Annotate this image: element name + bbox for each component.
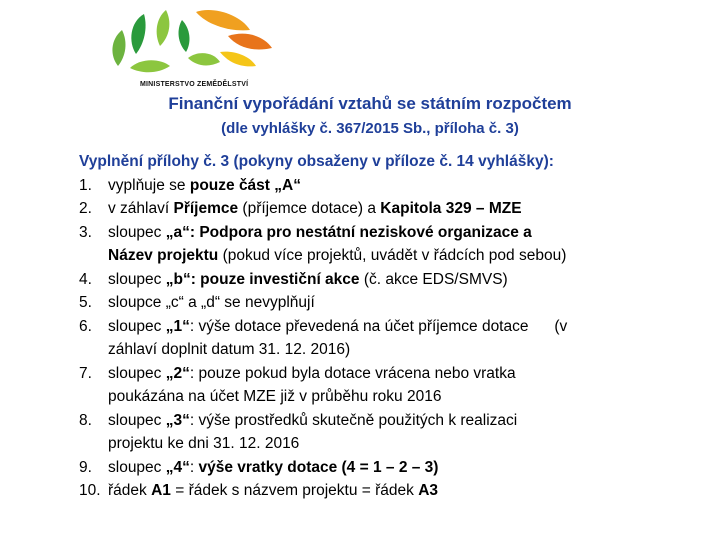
logo-text: MINISTERSTVO ZEMĚDĚLSTVÍ [140, 81, 249, 88]
item-text: záhlaví doplnit datum 31. 12. 2016) [108, 341, 351, 358]
item-number: 10. [79, 482, 101, 499]
item-text: projektu ke dni 31. 12. 2016 [108, 435, 300, 452]
item-bold: „a“: Podpora pro nestátní neziskové organizace a [165, 223, 532, 241]
item-bold: Název projektu [108, 247, 219, 264]
item-bold: „3“ [165, 411, 190, 429]
item-text: v záhlaví [108, 200, 174, 217]
item-number: 2. [79, 200, 92, 217]
item-number: 6. [79, 317, 92, 335]
item-bold: „2“ [165, 364, 190, 382]
item-text: = řádek s názvem projektu = řádek [170, 482, 419, 499]
list-item-continuation [79, 338, 709, 362]
list-item [79, 479, 709, 503]
list-item [79, 291, 709, 315]
item-bold: pouze část „A“ [189, 176, 301, 194]
item-number: 3. [79, 223, 92, 241]
item-bold: Kapitola 329 – MZE [380, 200, 522, 217]
list-item [79, 362, 709, 386]
item-bold: A3 [418, 482, 439, 499]
item-text: sloupce „c“ a „d“ se nevyplňují [108, 294, 315, 311]
item-text: : výše prostředků skutečně použitých k realizaci [189, 411, 518, 429]
leaf-logo-icon [100, 8, 280, 82]
item-text: řádek [108, 482, 152, 499]
item-text: vyplňuje se [108, 176, 190, 194]
page-title: Finanční vypořádání vztahů se státním rozpočtem [168, 94, 572, 113]
list-item [79, 268, 709, 292]
item-text: : [189, 458, 199, 476]
list-item [79, 409, 709, 433]
page-subtitle: (dle vyhlášky č. 367/2015 Sb., příloha č. 3) [221, 120, 519, 137]
item-text: sloupec [108, 458, 166, 476]
list-item [79, 197, 709, 221]
item-text: sloupec [108, 364, 166, 382]
item-bold: „1“ [165, 317, 190, 335]
item-number: 9. [79, 458, 92, 476]
item-text: sloupec [108, 411, 166, 429]
list-item-continuation [79, 385, 709, 409]
list-item [79, 221, 709, 245]
item-text: sloupec [108, 270, 166, 288]
instructions-list [79, 150, 709, 503]
item-number: 5. [79, 294, 92, 311]
item-text: sloupec [108, 317, 166, 335]
intro-line: Vyplnění přílohy č. 3 (pokyny obsaženy v příloze č. 14 vyhlášky): [79, 153, 554, 170]
item-text: sloupec [108, 223, 166, 241]
list-item-continuation [79, 244, 709, 268]
item-text: poukázána na účet MZE již v průběhu roku 2016 [108, 388, 442, 405]
list-item [79, 456, 709, 480]
item-text: (příjemce dotace) a [238, 200, 381, 217]
item-bold: Příjemce [173, 200, 239, 217]
item-bold: „4“ [165, 458, 190, 476]
item-bold: výše vratky dotace (4 = 1 – 2 – 3) [198, 458, 439, 476]
item-text: (č. akce EDS/SMVS) [359, 270, 508, 288]
ministry-logo [100, 8, 280, 94]
item-bold: A1 [151, 482, 171, 499]
item-text: (pokud více projektů, uvádět v řádcích pod sebou) [218, 247, 567, 264]
list-item [79, 315, 709, 339]
list-item-continuation [79, 432, 709, 456]
item-number: 1. [79, 176, 92, 194]
item-bold: „b“: pouze investiční akce [165, 270, 360, 288]
item-number: 4. [79, 270, 92, 288]
item-text: : výše dotace převedená na účet příjemce dotace (v [189, 317, 568, 335]
list-item [79, 174, 709, 198]
item-text: : pouze pokud byla dotace vrácena nebo vratka [189, 364, 516, 382]
item-number: 8. [79, 411, 92, 429]
item-number: 7. [79, 364, 92, 382]
